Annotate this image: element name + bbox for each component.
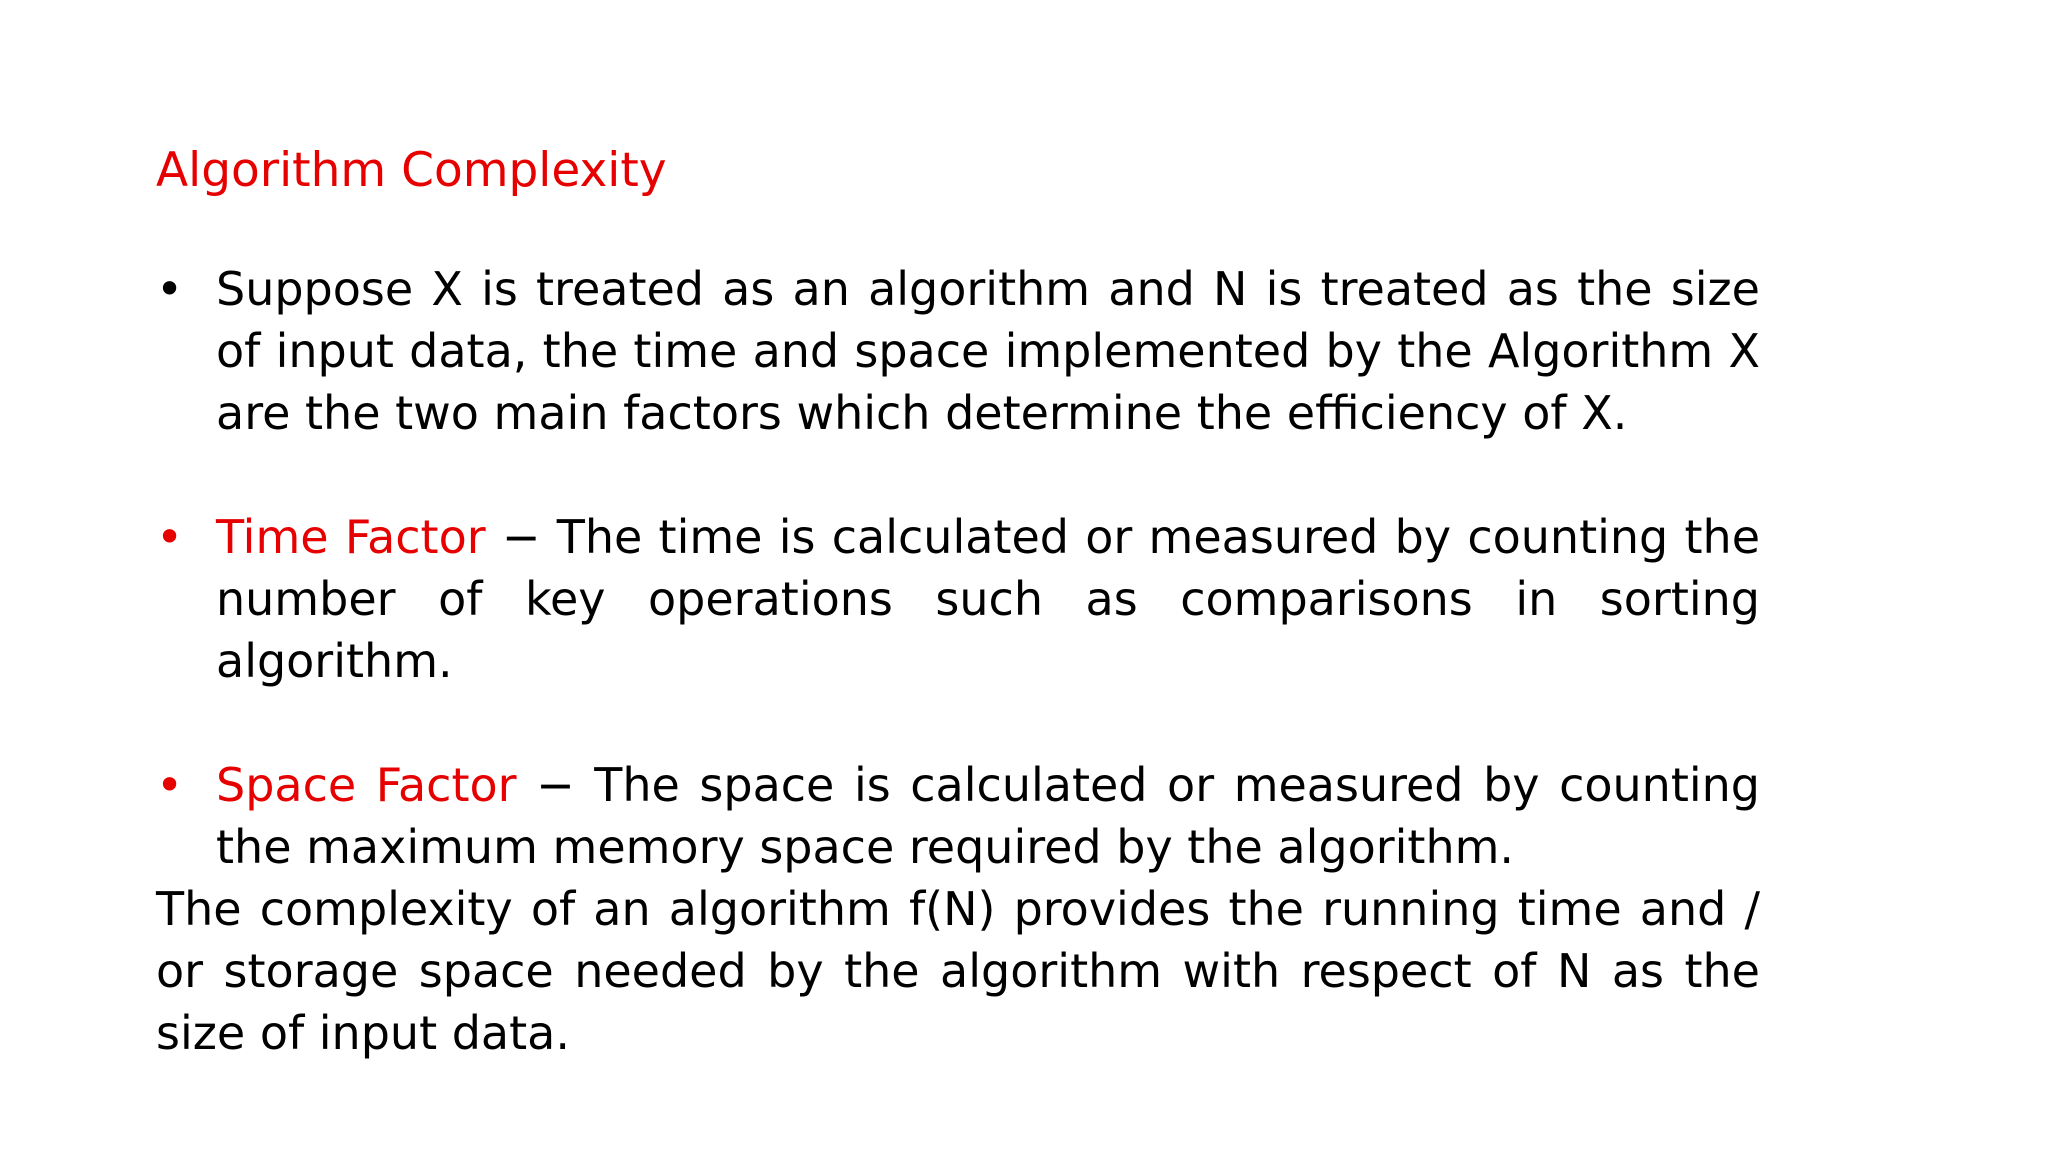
bullet-term: Space Factor xyxy=(216,758,517,812)
slide-body xyxy=(156,258,1760,1064)
bullet-term: Time Factor xyxy=(216,510,486,564)
bullet-dot: • xyxy=(156,510,184,564)
slide-title: Algorithm Complexity xyxy=(156,143,667,198)
bullet-text: − The time is calculated or measured by counting the number of key operations such as comparisons in sorting algorithm. xyxy=(216,510,1760,688)
bullet-dot: • xyxy=(156,262,184,316)
bullet-item-1 xyxy=(156,258,1760,444)
bullet-dot: • xyxy=(156,758,184,812)
bullet-text: − The space is calculated or measured by counting the maximum memory space required by the algorithm. xyxy=(216,758,1761,874)
summary-paragraph: The complexity of an algorithm f(N) provides the running time and / or storage space needed by the algorithm with respect of N as the size of input data. xyxy=(156,882,1760,1060)
bullet-item-time-factor xyxy=(156,506,1760,692)
bullet-text: Suppose X is treated as an algorithm and N is treated as the size of input data, the time and space implemented by the Algorithm X are the two main factors which determine the efficiency of X. xyxy=(216,262,1760,440)
bullet-item-space-factor xyxy=(156,754,1760,878)
